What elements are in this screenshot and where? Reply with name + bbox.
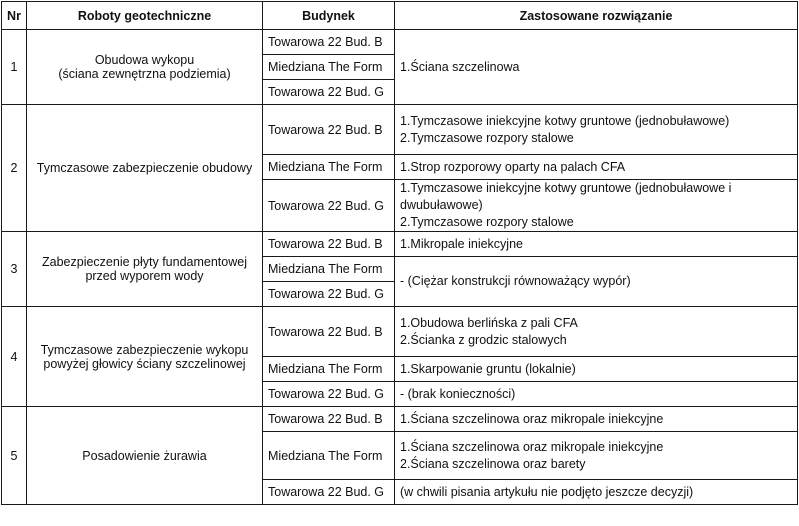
header-building: Budynek xyxy=(263,2,395,30)
building-cell: Miedziana The Form xyxy=(263,432,395,480)
building-cell: Towarowa 22 Bud. G xyxy=(263,282,395,307)
geotechnical-works-table xyxy=(1,1,798,505)
building-cell: Towarowa 22 Bud. B xyxy=(263,232,395,257)
building-cell: Towarowa 22 Bud. G xyxy=(263,80,395,105)
building-cell: Miedziana The Form xyxy=(263,155,395,180)
works-line: Zabezpieczenie płyty fundamentowej xyxy=(42,255,247,269)
solution-line: 1.Skarpowanie gruntu (lokalnie) xyxy=(400,361,576,376)
solution-cell xyxy=(395,480,798,505)
solution-cell xyxy=(395,30,798,105)
works-line: Posadowienie żurawia xyxy=(82,448,207,463)
solution-cell xyxy=(395,432,798,480)
table-row xyxy=(2,30,798,55)
works-line: Obudowa wykopu xyxy=(94,53,195,67)
row-number: 4 xyxy=(2,307,27,407)
solution-cell xyxy=(395,155,798,180)
building-cell: Miedziana The Form xyxy=(263,55,395,80)
solution-line: 1.Ściana szczelinowa xyxy=(400,59,520,74)
table-row xyxy=(2,407,798,432)
solution-line: (w chwili pisania artykułu nie podjęto jeszcze decyzji) xyxy=(400,484,694,499)
solution-line: 2.Tymczasowe rozpory stalowe xyxy=(400,130,574,145)
header-nr: Nr xyxy=(2,2,27,30)
solution-line: 1.Tymczasowe iniekcyjne kotwy gruntowe (jednobuławowe) xyxy=(400,113,730,128)
solution-line: 1.Mikropale iniekcyjne xyxy=(400,236,523,251)
solution-cell xyxy=(395,257,798,307)
table-row xyxy=(2,307,798,357)
works-cell xyxy=(27,407,263,505)
solution-line: - (Ciężar konstrukcji równoważący wypór) xyxy=(400,274,631,288)
solution-line: 2.Ściana szczelinowa oraz barety xyxy=(400,456,586,471)
solution-cell xyxy=(395,105,798,155)
row-number: 5 xyxy=(2,407,27,505)
building-cell: Towarowa 22 Bud. G xyxy=(263,480,395,505)
works-line: Tymczasowe zabezpieczenie wykopu xyxy=(40,342,249,357)
solution-cell xyxy=(395,407,798,432)
solution-cell xyxy=(395,382,798,407)
works-cell xyxy=(27,307,263,407)
solution-line: 1.Strop rozporowy oparty na palach CFA xyxy=(400,159,626,174)
solution-cell xyxy=(395,307,798,357)
solution-line: - (brak konieczności) xyxy=(400,386,516,401)
building-cell: Towarowa 22 Bud. B xyxy=(263,307,395,357)
solution-line: 2.Ścianka z grodzic stalowych xyxy=(400,332,567,347)
solution-line: 1.Ściana szczelinowa oraz mikropale iniekcyjne xyxy=(400,439,664,454)
building-cell: Towarowa 22 Bud. B xyxy=(263,407,395,432)
header-solution: Zastosowane rozwiązanie xyxy=(395,2,798,30)
works-cell xyxy=(27,105,263,232)
solution-cell xyxy=(395,357,798,382)
building-cell: Towarowa 22 Bud. B xyxy=(263,105,395,155)
table-row xyxy=(2,105,798,155)
building-cell: Miedziana The Form xyxy=(263,357,395,382)
building-cell: Towarowa 22 Bud. G xyxy=(263,180,395,232)
works-cell xyxy=(27,232,263,307)
works-line: (ściana zewnętrzna podziemia) xyxy=(58,67,231,81)
row-number: 1 xyxy=(2,30,27,105)
building-cell: Miedziana The Form xyxy=(263,257,395,282)
row-number: 2 xyxy=(2,105,27,232)
building-cell: Towarowa 22 Bud. G xyxy=(263,382,395,407)
works-line: przed wyporem wody xyxy=(85,269,204,283)
solution-line: 2.Tymczasowe rozpory stalowe xyxy=(400,215,574,229)
works-line: powyżej głowicy ściany szczelinowej xyxy=(43,356,246,371)
works-line: Tymczasowe zabezpieczenie obudowy xyxy=(36,161,253,175)
solution-line: 1.Ściana szczelinowa oraz mikropale iniekcyjne xyxy=(400,411,664,426)
header-row xyxy=(2,2,798,30)
row-number: 3 xyxy=(2,232,27,307)
solution-cell xyxy=(395,232,798,257)
table-body xyxy=(2,30,798,505)
solution-cell xyxy=(395,180,798,232)
solution-line: 1.Obudowa berlińska z pali CFA xyxy=(400,315,578,330)
works-cell xyxy=(27,30,263,105)
table-row xyxy=(2,232,798,257)
solution-line: 1.Tymczasowe iniekcyjne kotwy gruntowe (jednobuławowe i dwubuławowe) xyxy=(400,181,732,212)
building-cell: Towarowa 22 Bud. B xyxy=(263,30,395,55)
header-works: Roboty geotechniczne xyxy=(27,2,263,30)
